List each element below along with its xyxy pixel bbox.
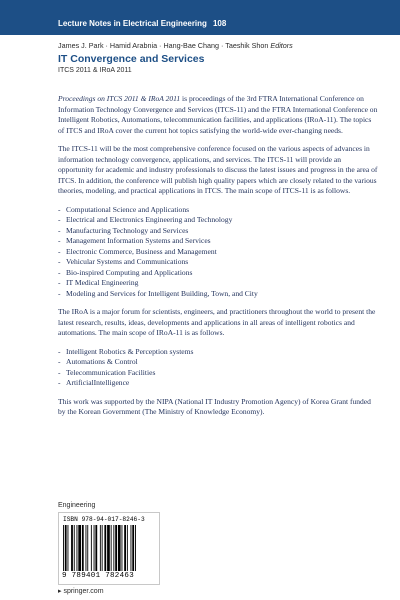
- iroa-scope-item-label: Automations & Control: [66, 357, 138, 366]
- itcs-scope-item-label: Vehicular Systems and Communications: [66, 257, 189, 266]
- barcode-bar: [113, 525, 114, 571]
- intro-text: is proceedings of the 3rd FTRA International Conference on Information Technology Convergence and Services (ITCS-11) and the FTRA International Conference on Intelligent Robotics, Automations, telecommunication facilities, and applications (IRoA-11). The topics of ITCS and IRoA cover the current hot topics satisfying the world-wide ever-changing needs.: [58, 94, 378, 135]
- itcs-scope-item-label: Manufacturing Technology and Services: [66, 225, 189, 235]
- blurb-body: [58, 94, 378, 426]
- itcs-scope-item-label: Management Information Systems and Services: [66, 236, 211, 245]
- book-meta: [58, 41, 378, 74]
- barcode-bar: [122, 525, 123, 571]
- itcs-scope-list: [58, 205, 378, 300]
- intro-italic: Proceedings on ITCS 2011 & IRoA 2011: [58, 94, 181, 103]
- barcode-bar: [68, 525, 69, 571]
- springer-url: ▸ springer.com: [58, 588, 104, 595]
- book-title: IT Convergence and Services: [58, 53, 205, 65]
- series-header: [58, 0, 378, 35]
- barcode-bar: [132, 525, 134, 571]
- barcode-bar: [102, 525, 103, 571]
- barcode-bar: [82, 525, 84, 571]
- itcs-scope-item: [58, 226, 378, 237]
- editors-role: Editors: [270, 41, 293, 50]
- barcode-bar: [63, 525, 64, 571]
- series-volume: 108: [212, 19, 227, 28]
- list-bullet: -: [58, 378, 61, 387]
- iroa-scope-item: [58, 357, 378, 368]
- itcs-scope-item: [58, 257, 378, 268]
- list-bullet: -: [58, 357, 61, 366]
- list-bullet: -: [58, 215, 61, 224]
- iroa-scope-item: [58, 347, 378, 358]
- barcode-bar: [124, 525, 126, 571]
- barcode-bar: [104, 525, 106, 571]
- barcode-bar: [65, 525, 67, 571]
- barcode-bar: [87, 525, 88, 571]
- itcs-scope-item-label: IT Medical Engineering: [66, 278, 139, 287]
- subject-category: Engineering: [58, 502, 96, 509]
- iroa-paragraph: The IRoA is a major forum for scientists, engineers, and practitioners throughout the world to present the latest research, results, ideas, developments and applications in all areas of intelligent robotics and automations. The main scope of IRoA-11 is as follows.: [58, 307, 376, 337]
- list-bullet: -: [58, 367, 61, 377]
- itcs-scope-item: [58, 236, 378, 247]
- itcs-scope-item: [58, 289, 378, 300]
- barcode-bar: [86, 525, 87, 571]
- itcs-scope-item: [58, 205, 378, 216]
- list-bullet: -: [58, 246, 61, 256]
- itcs-scope-item: [58, 278, 378, 289]
- barcode-bar: [111, 525, 112, 571]
- barcode-bar: [100, 525, 101, 571]
- list-bullet: -: [58, 236, 61, 245]
- barcode-bar: [95, 525, 97, 571]
- barcode-bar: [131, 525, 132, 571]
- isbn-label: ISBN 978-94-017-8246-3: [63, 516, 145, 523]
- barcode-panel: [58, 512, 160, 585]
- barcode-graphic: [63, 525, 155, 571]
- iroa-scope-item: [58, 368, 378, 379]
- barcode-bar: [91, 525, 92, 571]
- iroa-scope-item: [58, 378, 378, 389]
- list-bullet: -: [58, 288, 61, 298]
- itcs-scope-item: [58, 268, 378, 279]
- barcode-bar: [74, 525, 75, 571]
- list-bullet: -: [58, 267, 61, 277]
- series-name: Lecture Notes in Electrical Engineering: [58, 19, 207, 28]
- list-bullet: -: [58, 278, 61, 287]
- book-subtitle: ITCS 2011 & IRoA 2011: [58, 67, 132, 74]
- ean-number: 9 789401 782463: [62, 572, 135, 580]
- itcs-scope-item: [58, 247, 378, 258]
- itcs-paragraph: The ITCS-11 will be the most comprehensive conference focused on the various aspects of advances in information technology convergence, applications, and services. The ITCS-11 will provide an opportunity for academic and industry professionals to discuss the latest issues and progress in the area of ITCS. In addition, the conference will publish high quality papers which are closely related to the various theories, modeling, and practical applications in ITCS. The main scope of ITCS-11 is as follows.: [58, 144, 378, 195]
- editors-line: [58, 41, 378, 50]
- editors-names: James J. Park · Hamid Arabnia · Hang-Bae Chang · Taeshik Shon: [58, 41, 269, 50]
- barcode-bar: [127, 525, 128, 571]
- barcode-bar: [78, 525, 81, 571]
- cover-footer: [58, 502, 378, 595]
- series-line: [58, 19, 226, 28]
- barcode-bar: [77, 525, 78, 571]
- list-bullet: -: [58, 225, 61, 235]
- itcs-scope-item-label: Bio-inspired Computing and Applications: [66, 267, 193, 277]
- intro-paragraph: [58, 94, 378, 136]
- barcode-bar: [107, 525, 110, 571]
- itcs-scope-item-label: Computational Science and Applications: [66, 204, 190, 214]
- iroa-scope-item-label: ArtificialIntelligence: [66, 378, 130, 387]
- itcs-scope-item-label: Electrical and Electronics Engineering and Technology: [66, 215, 233, 224]
- barcode-bar: [135, 525, 136, 571]
- barcode-bar: [94, 525, 95, 571]
- list-bullet: -: [58, 257, 61, 266]
- iroa-scope-item-label: Intelligent Robotics & Perception systems: [66, 346, 194, 356]
- funding-paragraph: This work was supported by the NIPA (National IT Industry Promotion Agency) of Korea Grant funded by the Korean Government (The Ministry of Knowledge Economy).: [58, 396, 371, 416]
- itcs-scope-item-label: Modeling and Services for Intelligent Building, Town, and City: [66, 288, 258, 298]
- list-bullet: -: [58, 204, 61, 214]
- iroa-scope-item-label: Telecommunication Facilities: [66, 367, 156, 377]
- barcode-bar: [118, 525, 121, 571]
- itcs-scope-item: [58, 215, 378, 226]
- barcode-bar: [71, 525, 73, 571]
- list-bullet: -: [58, 346, 61, 356]
- iroa-scope-list: [58, 347, 378, 389]
- barcode-bar: [115, 525, 117, 571]
- itcs-scope-item-label: Electronic Commerce, Business and Management: [66, 246, 217, 256]
